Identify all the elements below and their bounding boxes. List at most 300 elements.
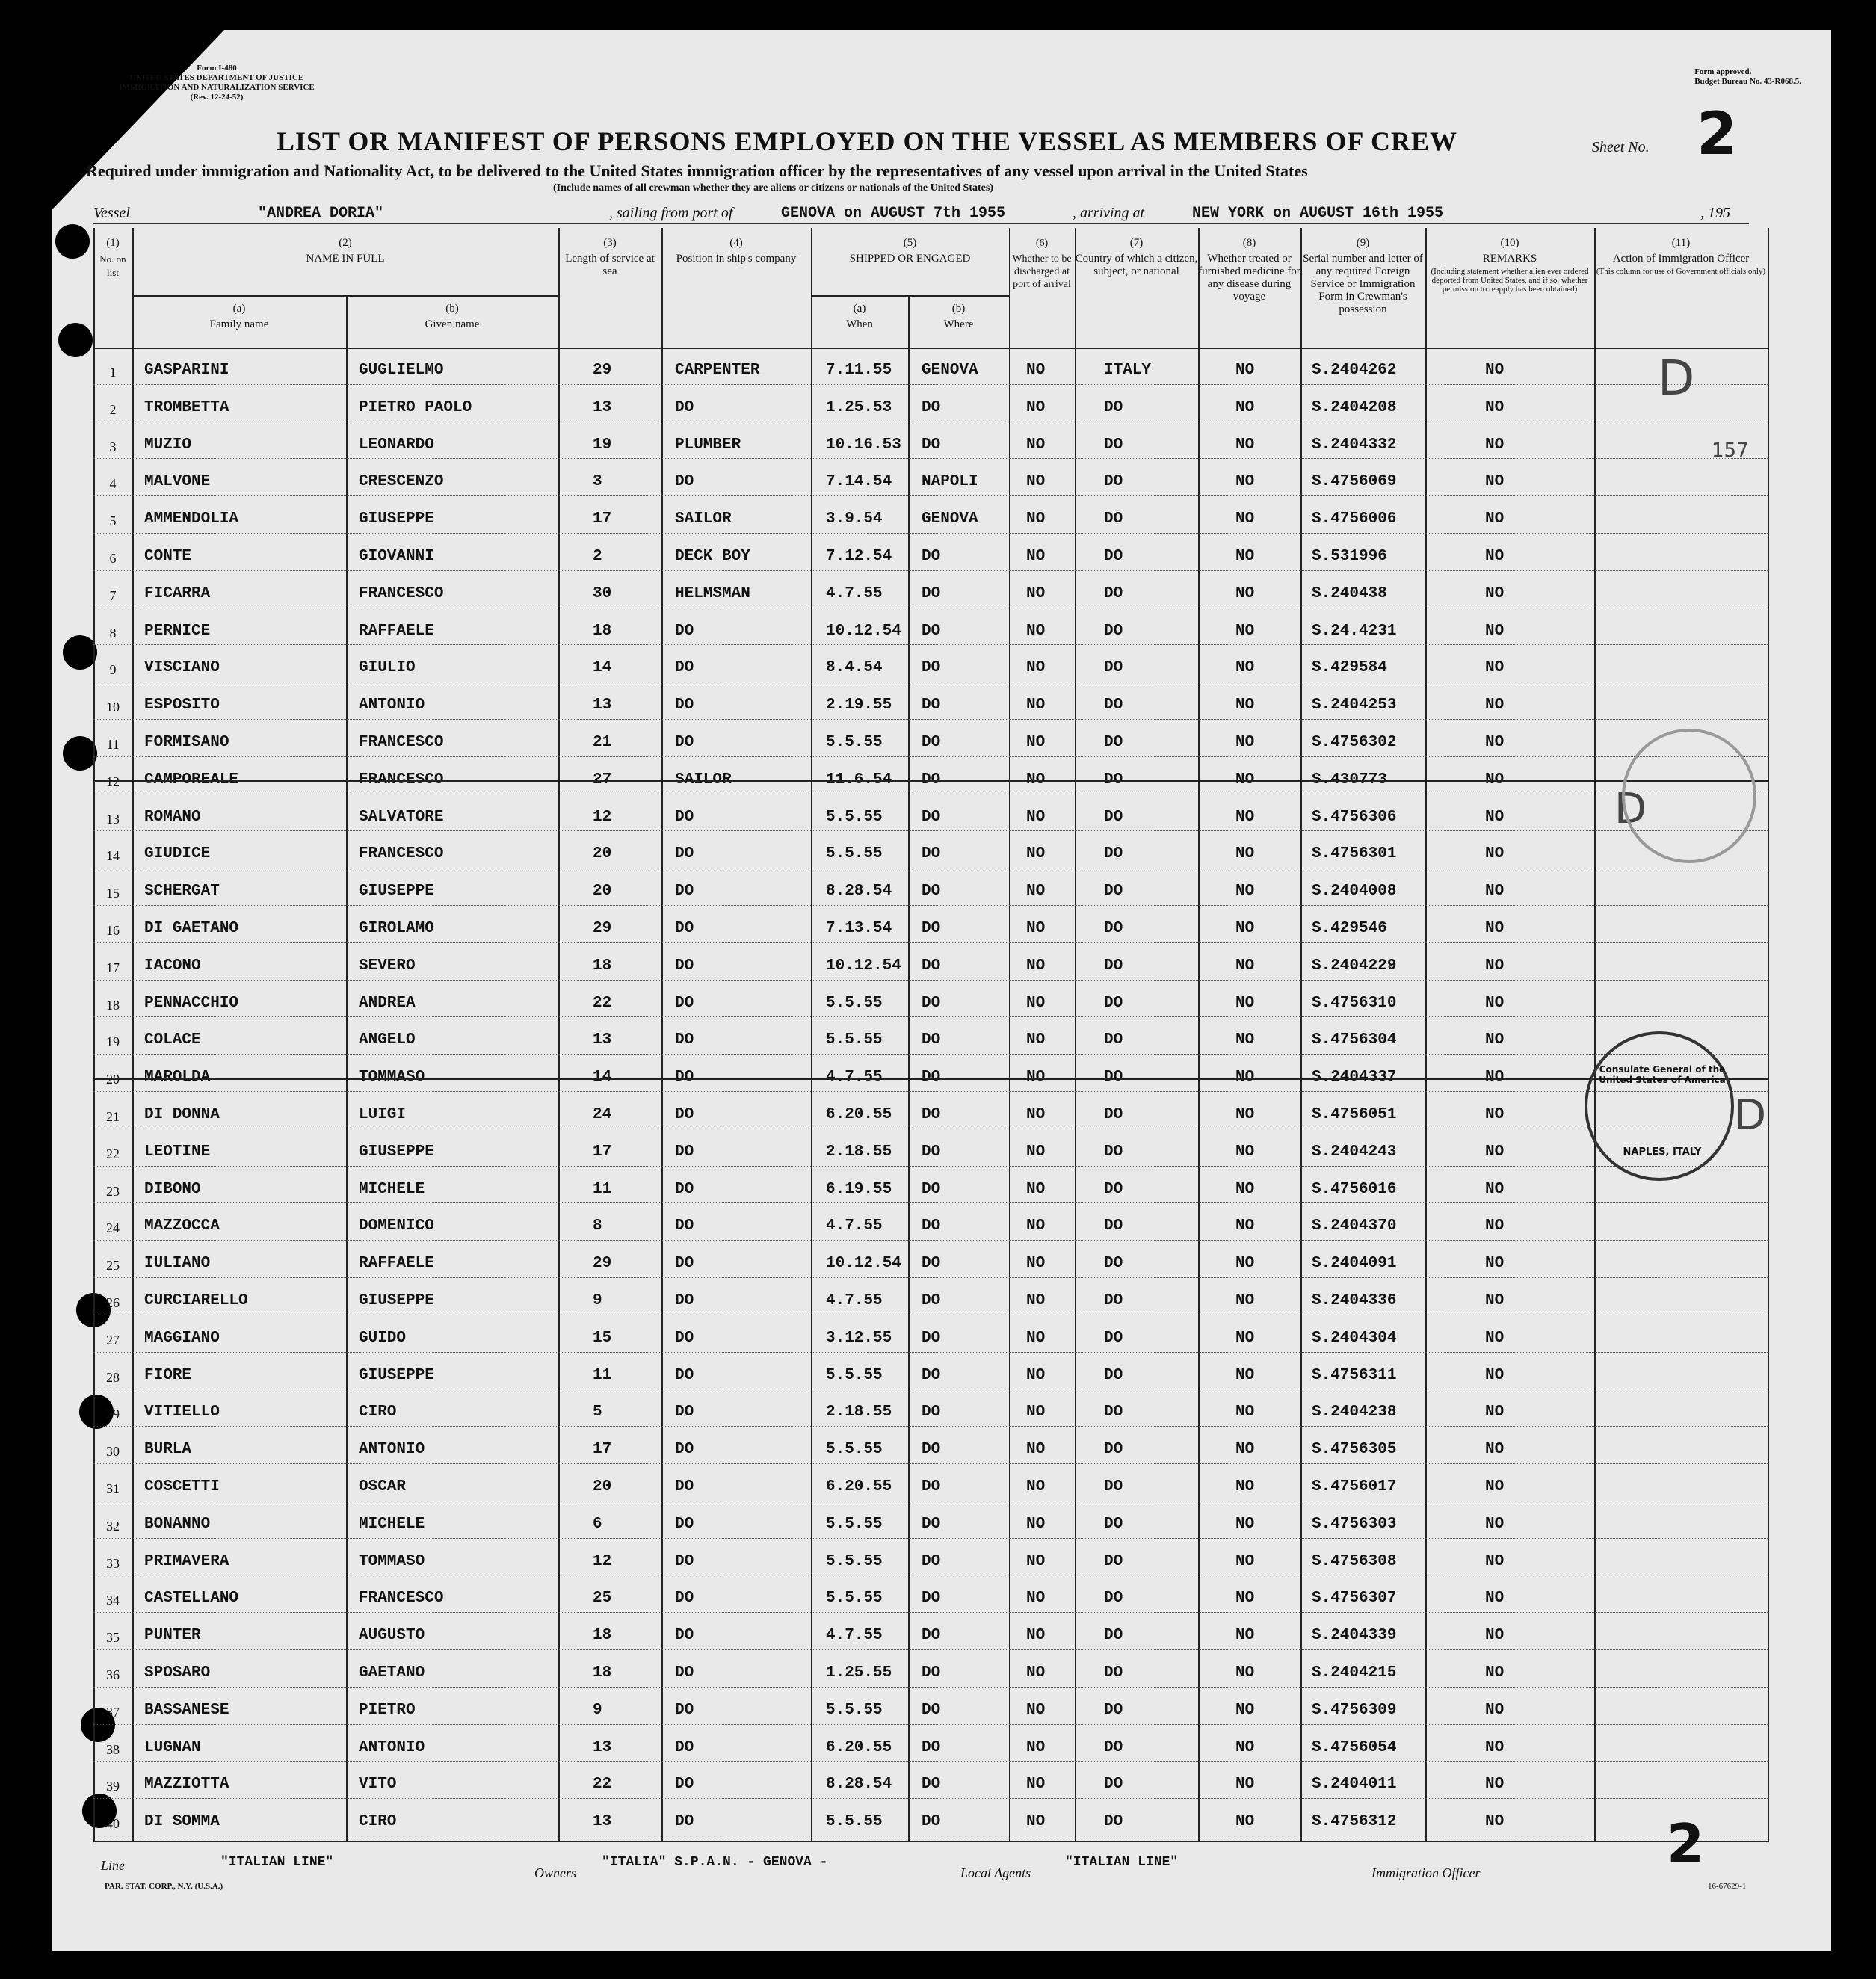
- given-name-cell: CIRO: [359, 1813, 397, 1831]
- shipped-when-cell: 5.5.55: [826, 1031, 883, 1049]
- shipped-where-cell: NAPOLI: [922, 473, 978, 491]
- row-number: 1: [109, 365, 117, 380]
- sailing-from: GENOVA on AUGUST 7th 1955: [781, 205, 1006, 222]
- serial-number-cell: S.4756309: [1312, 1701, 1397, 1719]
- remarks-cell: NO: [1485, 1217, 1505, 1235]
- given-name-cell: LUIGI: [359, 1106, 407, 1123]
- manifest-footer: [93, 1853, 1768, 1883]
- row-number: 21: [106, 1109, 120, 1124]
- row-number: 8: [109, 625, 117, 640]
- line-value: "ITALIAN LINE": [220, 1855, 334, 1870]
- header-immigration-action: (11) Action of Immigration Officer (This column for use of Government officials only): [1594, 237, 1768, 276]
- position-cell: DO: [675, 1478, 694, 1495]
- service-length-cell: 13: [593, 697, 612, 714]
- medicine-cell: NO: [1235, 994, 1255, 1012]
- subtitle: Required under immigration and Nationality Act, to be delivered to the United States immigration officer by the representatives of any vessel upon arrival in the United States: [86, 161, 1308, 180]
- crew-table: [93, 228, 1768, 1842]
- position-cell: HELMSMAN: [675, 584, 750, 602]
- family-name-cell: GASPARINI: [144, 362, 229, 379]
- position-cell: PLUMBER: [675, 436, 741, 454]
- row-number: 13: [106, 811, 120, 827]
- position-cell: DO: [675, 957, 694, 975]
- service-length-cell: 18: [593, 622, 612, 640]
- shipped-where-cell: DO: [922, 1031, 941, 1049]
- given-name-cell: OSCAR: [359, 1478, 407, 1495]
- service-length-cell: 12: [593, 808, 612, 826]
- serial-number-cell: S.2404229: [1312, 957, 1397, 975]
- shipped-when-cell: 5.5.55: [826, 808, 883, 826]
- shipped-when-cell: 5.5.55: [826, 1590, 883, 1608]
- shipped-when-cell: 1.25.53: [826, 398, 892, 416]
- row-divider: [93, 1352, 1768, 1353]
- medicine-cell: NO: [1235, 1404, 1255, 1421]
- given-name-cell: CIRO: [359, 1404, 397, 1421]
- shipped-where-cell: DO: [922, 808, 941, 826]
- country-cell: DO: [1104, 1031, 1123, 1049]
- shipped-when-cell: 2.19.55: [826, 697, 892, 714]
- service-length-cell: 29: [593, 920, 612, 937]
- service-length-cell: 2: [593, 548, 602, 565]
- remarks-cell: NO: [1485, 659, 1505, 677]
- medicine-cell: NO: [1235, 808, 1255, 826]
- row-number: 6: [109, 551, 117, 566]
- discharged-cell: NO: [1026, 845, 1046, 863]
- sailing-label: , sailing from port of: [609, 205, 733, 221]
- shipped-where-cell: GENOVA: [922, 510, 978, 528]
- row-divider: [93, 1687, 1768, 1688]
- column-border: [558, 228, 560, 1842]
- family-name-cell: CURCIARELLO: [144, 1292, 248, 1309]
- row-divider: [93, 1166, 1768, 1167]
- given-name-cell: GAETANO: [359, 1664, 425, 1682]
- column-border: [1768, 228, 1769, 1842]
- serial-number-cell: S.2404332: [1312, 436, 1397, 454]
- row-number: 9: [109, 662, 117, 678]
- discharged-cell: NO: [1026, 1106, 1046, 1123]
- remarks-cell: NO: [1485, 1738, 1505, 1756]
- remarks-cell: NO: [1485, 584, 1505, 602]
- form-number: Form I-480: [197, 64, 237, 72]
- given-name-cell: TOMMASO: [359, 1552, 425, 1570]
- remarks-cell: NO: [1485, 473, 1505, 491]
- discharged-cell: NO: [1026, 697, 1046, 714]
- column-border: [661, 228, 663, 1842]
- discharged-cell: NO: [1026, 957, 1046, 975]
- medicine-cell: NO: [1235, 473, 1255, 491]
- service-length-cell: 13: [593, 398, 612, 416]
- strike-through-line: [93, 1078, 1768, 1080]
- given-name-cell: RAFFAELE: [359, 622, 434, 640]
- family-name-cell: MAZZIOTTA: [144, 1776, 229, 1794]
- medicine-cell: NO: [1235, 883, 1255, 901]
- row-divider: [93, 1463, 1768, 1464]
- given-name-cell: GIUSEPPE: [359, 1292, 434, 1309]
- discharged-cell: NO: [1026, 1255, 1046, 1273]
- family-name-cell: FIORE: [144, 1366, 192, 1384]
- position-cell: DO: [675, 1329, 694, 1347]
- serial-number-cell: S.4756069: [1312, 473, 1397, 491]
- position-cell: DO: [675, 659, 694, 677]
- row-divider: [93, 756, 1768, 757]
- given-name-cell: LEONARDO: [359, 436, 434, 454]
- position-cell: DO: [675, 883, 694, 901]
- discharged-cell: NO: [1026, 1441, 1046, 1459]
- shipped-where-cell: DO: [922, 436, 941, 454]
- shipped-when-cell: 7.14.54: [826, 473, 892, 491]
- header-remarks: (10) REMARKS (Including statement whether alien ever ordered deported from United States, and if so, whether permission to reapply has been obtained): [1425, 237, 1594, 294]
- service-length-cell: 9: [593, 1701, 602, 1719]
- row-number: 16: [106, 923, 120, 938]
- country-cell: DO: [1104, 398, 1123, 416]
- shipped-where-cell: DO: [922, 845, 941, 863]
- service-length-cell: 12: [593, 1552, 612, 1570]
- discharged-cell: NO: [1026, 1738, 1046, 1756]
- position-cell: DO: [675, 808, 694, 826]
- given-name-cell: ANTONIO: [359, 1441, 425, 1459]
- row-divider: [93, 570, 1768, 571]
- medicine-cell: NO: [1235, 1515, 1255, 1533]
- column-border: [1075, 228, 1076, 1842]
- row-divider: [93, 1426, 1768, 1427]
- row-divider: [93, 1724, 1768, 1725]
- shipped-when-cell: 5.5.55: [826, 1366, 883, 1384]
- given-name-cell: GIUSEPPE: [359, 1366, 434, 1384]
- shipped-where-cell: DO: [922, 548, 941, 565]
- row-number: 28: [106, 1369, 120, 1385]
- header-medicine: (8) Whether treated or furnished medicine for any disease during voyage: [1198, 237, 1300, 303]
- serial-number-cell: S.2404011: [1312, 1776, 1397, 1794]
- service-length-cell: 30: [593, 584, 612, 602]
- discharged-cell: NO: [1026, 808, 1046, 826]
- shipped-when-cell: 4.7.55: [826, 584, 883, 602]
- country-cell: DO: [1104, 1664, 1123, 1682]
- row-number: 19: [106, 1034, 120, 1050]
- shipped-where-cell: DO: [922, 1813, 941, 1831]
- country-cell: DO: [1104, 1217, 1123, 1235]
- remarks-cell: NO: [1485, 1664, 1505, 1682]
- shipped-where-cell: DO: [922, 957, 941, 975]
- remarks-cell: NO: [1485, 697, 1505, 714]
- shipped-when-cell: 5.5.55: [826, 1552, 883, 1570]
- shipped-when-cell: 1.25.55: [826, 1664, 892, 1682]
- medicine-cell: NO: [1235, 548, 1255, 565]
- remarks-cell: NO: [1485, 920, 1505, 937]
- serial-number-cell: S.4756054: [1312, 1738, 1397, 1756]
- header-discharged: (6) Whether to be discharged at port of arrival: [1012, 238, 1072, 290]
- service-length-cell: 9: [593, 1292, 602, 1309]
- position-cell: DECK BOY: [675, 548, 750, 565]
- given-name-cell: ANGELO: [359, 1031, 416, 1049]
- serial-number-cell: S.4756051: [1312, 1106, 1397, 1123]
- serial-number-cell: S.2404304: [1312, 1329, 1397, 1347]
- serial-number-cell: S.4756301: [1312, 845, 1397, 863]
- country-cell: DO: [1104, 1701, 1123, 1719]
- row-divider: [93, 1277, 1768, 1278]
- department-name: UNITED STATES DEPARTMENT OF JUSTICE: [129, 73, 304, 82]
- given-name-cell: ANTONIO: [359, 697, 425, 714]
- country-cell: DO: [1104, 659, 1123, 677]
- family-name-cell: MALVONE: [144, 473, 211, 491]
- service-length-cell: 13: [593, 1813, 612, 1831]
- given-name-cell: GIULIO: [359, 659, 416, 677]
- position-cell: DO: [675, 1590, 694, 1608]
- remarks-cell: NO: [1485, 1255, 1505, 1273]
- remarks-cell: NO: [1485, 548, 1505, 565]
- service-length-cell: 22: [593, 994, 612, 1012]
- medicine-cell: NO: [1235, 584, 1255, 602]
- family-name-cell: CONTE: [144, 548, 192, 565]
- country-cell: DO: [1104, 1478, 1123, 1495]
- country-cell: DO: [1104, 920, 1123, 937]
- country-cell: DO: [1104, 1404, 1123, 1421]
- shipped-when-cell: 5.5.55: [826, 845, 883, 863]
- country-cell: DO: [1104, 1329, 1123, 1347]
- column-border: [1300, 228, 1302, 1842]
- serial-number-cell: S.2404253: [1312, 697, 1397, 714]
- budget-bureau: Budget Bureau No. 43-R068.5.: [1694, 77, 1801, 86]
- service-length-cell: 11: [593, 1366, 612, 1384]
- shipped-where-cell: DO: [922, 1404, 941, 1421]
- discharged-cell: NO: [1026, 398, 1046, 416]
- remarks-cell: NO: [1485, 622, 1505, 640]
- shipped-when-cell: 3.9.54: [826, 510, 883, 528]
- country-cell: DO: [1104, 1738, 1123, 1756]
- shipped-where-cell: DO: [922, 1515, 941, 1533]
- country-cell: DO: [1104, 1441, 1123, 1459]
- strike-through-line: [93, 780, 1768, 782]
- shipped-when-cell: 10.12.54: [826, 1255, 901, 1273]
- row-number: 3: [109, 439, 117, 454]
- service-length-cell: 20: [593, 1478, 612, 1495]
- position-cell: DO: [675, 1292, 694, 1309]
- medicine-cell: NO: [1235, 920, 1255, 937]
- remarks-cell: NO: [1485, 362, 1505, 379]
- row-divider: [93, 495, 1768, 496]
- header-no-on-list: (1) No. on list: [99, 237, 126, 278]
- row-divider: [93, 644, 1768, 645]
- country-cell: DO: [1104, 1255, 1123, 1273]
- year-suffix: , 195: [1700, 205, 1730, 221]
- serial-number-cell: S.4756311: [1312, 1366, 1397, 1384]
- remarks-cell: NO: [1485, 1329, 1505, 1347]
- serial-number-cell: S.4756017: [1312, 1478, 1397, 1495]
- shipped-where-cell: DO: [922, 1441, 941, 1459]
- shipped-where-cell: DO: [922, 1701, 941, 1719]
- discharged-cell: NO: [1026, 1366, 1046, 1384]
- country-cell: DO: [1104, 473, 1123, 491]
- agents-label: Local Agents: [960, 1865, 1031, 1880]
- given-name-cell: PIETRO PAOLO: [359, 398, 472, 416]
- row-number: 24: [106, 1220, 120, 1236]
- service-length-cell: 17: [593, 510, 612, 528]
- column-border: [811, 228, 812, 1842]
- header-where: (b) Where: [943, 303, 974, 330]
- shipped-where-cell: DO: [922, 920, 941, 937]
- approval-text: Form approved.: [1694, 67, 1752, 76]
- owners-label: Owners: [534, 1865, 577, 1880]
- country-cell: DO: [1104, 548, 1123, 565]
- discharged-cell: NO: [1026, 1701, 1046, 1719]
- table-bottom-border: [93, 1841, 1768, 1842]
- header-divider: [132, 295, 558, 297]
- serial-number-cell: S.2404238: [1312, 1404, 1397, 1421]
- family-name-cell: SPOSARO: [144, 1664, 211, 1682]
- family-name-cell: BURLA: [144, 1441, 192, 1459]
- officer-handwritten-number: 157: [1712, 439, 1749, 462]
- shipped-where-cell: DO: [922, 1552, 941, 1570]
- service-length-cell: 14: [593, 659, 612, 677]
- position-cell: DO: [675, 1664, 694, 1682]
- service-length-cell: 18: [593, 1664, 612, 1682]
- header-when: (a) When: [846, 303, 873, 330]
- service-name: IMMIGRATION AND NATURALIZATION SERVICE: [119, 83, 315, 92]
- given-name-cell: SALVATORE: [359, 808, 444, 826]
- vessel-name: "ANDREA DORIA": [258, 205, 384, 222]
- discharged-cell: NO: [1026, 734, 1046, 751]
- family-name-cell: LEOTINE: [144, 1143, 211, 1161]
- serial-number-cell: S.429546: [1312, 920, 1387, 937]
- serial-number-cell: S.4756006: [1312, 510, 1397, 528]
- medicine-cell: NO: [1235, 1701, 1255, 1719]
- discharged-cell: NO: [1026, 473, 1046, 491]
- country-cell: DO: [1104, 1180, 1123, 1198]
- header-divider: [811, 295, 1009, 297]
- row-number: 34: [106, 1593, 120, 1608]
- family-name-cell: AMMENDOLIA: [144, 510, 239, 528]
- discharged-cell: NO: [1026, 1813, 1046, 1831]
- medicine-cell: NO: [1235, 436, 1255, 454]
- stamp-city: NAPLES, ITALY: [1623, 1146, 1702, 1158]
- serial-number-cell: S.2404243: [1312, 1143, 1397, 1161]
- punch-hole: [63, 736, 97, 771]
- form-identification: [112, 64, 321, 102]
- serial-number-cell: S.4756307: [1312, 1590, 1397, 1608]
- vessel-line: [93, 202, 1749, 224]
- remarks-cell: NO: [1485, 994, 1505, 1012]
- shipped-where-cell: DO: [922, 994, 941, 1012]
- family-name-cell: MAGGIANO: [144, 1329, 220, 1347]
- shipped-where-cell: DO: [922, 1366, 941, 1384]
- row-divider: [93, 1538, 1768, 1539]
- shipped-when-cell: 4.7.55: [826, 1292, 883, 1309]
- row-number: 27: [106, 1332, 120, 1347]
- serial-number-cell: S.2404336: [1312, 1292, 1397, 1309]
- medicine-cell: NO: [1235, 1255, 1255, 1273]
- stamp-text: Consulate General of the United States of America: [1599, 1064, 1726, 1085]
- discharged-cell: NO: [1026, 1590, 1046, 1608]
- position-cell: DO: [675, 1217, 694, 1235]
- shipped-where-cell: DO: [922, 1180, 941, 1198]
- medicine-cell: NO: [1235, 1552, 1255, 1570]
- line-label: Line: [101, 1858, 126, 1873]
- position-cell: CARPENTER: [675, 362, 760, 379]
- shipped-where-cell: DO: [922, 1478, 941, 1495]
- remarks-cell: NO: [1485, 1701, 1505, 1719]
- header-shipped-engaged: (5) SHIPPED OR ENGAGED: [849, 237, 971, 265]
- column-border: [1594, 228, 1596, 1842]
- serial-number-cell: S.2404215: [1312, 1664, 1397, 1682]
- remarks-note: (Including statement whether alien ever ordered deported from United States, and if so, whether permission to reapply has been obtained): [1431, 267, 1589, 294]
- country-cell: DO: [1104, 697, 1123, 714]
- family-name-cell: PUNTER: [144, 1627, 201, 1645]
- discharged-cell: NO: [1026, 920, 1046, 937]
- shipped-when-cell: 10.12.54: [826, 957, 901, 975]
- shipped-when-cell: 5.5.55: [826, 994, 883, 1012]
- serial-number-cell: S.4756303: [1312, 1515, 1397, 1533]
- position-cell: DO: [675, 697, 694, 714]
- row-number: 37: [106, 1704, 120, 1720]
- owners-value: "ITALIA" S.P.A.N. - GENOVA -: [602, 1855, 828, 1870]
- remarks-cell: NO: [1485, 1552, 1505, 1570]
- discharged-cell: NO: [1026, 584, 1046, 602]
- medicine-cell: NO: [1235, 1813, 1255, 1831]
- discharged-cell: NO: [1026, 1627, 1046, 1645]
- consulate-stamp-faint: [1622, 729, 1756, 863]
- row-number: 30: [106, 1444, 120, 1460]
- country-cell: DO: [1104, 734, 1123, 751]
- officer-label: Immigration Officer: [1371, 1865, 1481, 1880]
- agents-value: "ITALIAN LINE": [1065, 1855, 1179, 1870]
- service-length-cell: 6: [593, 1515, 602, 1533]
- row-number: 17: [106, 960, 120, 975]
- family-name-cell: ESPOSITO: [144, 697, 220, 714]
- family-name-cell: SCHERGAT: [144, 883, 220, 901]
- vessel-label: Vessel: [93, 205, 130, 221]
- given-name-cell: VITO: [359, 1776, 397, 1794]
- remarks-cell: NO: [1485, 883, 1505, 901]
- given-name-cell: MICHELE: [359, 1515, 425, 1533]
- country-cell: DO: [1104, 1292, 1123, 1309]
- given-name-cell: GUIDO: [359, 1329, 407, 1347]
- row-divider: [93, 980, 1768, 981]
- service-length-cell: 11: [593, 1180, 612, 1198]
- discharged-cell: NO: [1026, 1664, 1046, 1682]
- header-position: (4) Position in ship's company: [676, 237, 797, 265]
- service-length-cell: 22: [593, 1776, 612, 1794]
- shipped-when-cell: 3.12.55: [826, 1329, 892, 1347]
- remarks-cell: NO: [1485, 1776, 1505, 1794]
- position-cell: DO: [675, 1441, 694, 1459]
- service-length-cell: 29: [593, 1255, 612, 1273]
- given-name-cell: PIETRO: [359, 1701, 416, 1719]
- revision-date: (Rev. 12-24-52): [190, 93, 244, 102]
- country-cell: DO: [1104, 808, 1123, 826]
- family-name-cell: IACONO: [144, 957, 201, 975]
- remarks-cell: NO: [1485, 1404, 1505, 1421]
- remarks-cell: NO: [1485, 1590, 1505, 1608]
- row-number: 5: [109, 513, 117, 529]
- discharged-cell: NO: [1026, 994, 1046, 1012]
- medicine-cell: NO: [1235, 1180, 1255, 1198]
- family-name-cell: TROMBETTA: [144, 398, 229, 416]
- shipped-where-cell: DO: [922, 1217, 941, 1235]
- remarks-cell: NO: [1485, 1143, 1505, 1161]
- family-name-cell: ROMANO: [144, 808, 201, 826]
- shipped-where-cell: DO: [922, 883, 941, 901]
- punch-hole: [58, 323, 93, 357]
- country-cell: DO: [1104, 845, 1123, 863]
- serial-number-cell: S.2404091: [1312, 1255, 1397, 1273]
- remarks-cell: NO: [1485, 1515, 1505, 1533]
- discharged-cell: NO: [1026, 622, 1046, 640]
- shipped-when-cell: 7.13.54: [826, 920, 892, 937]
- serial-number-cell: S.4756306: [1312, 808, 1397, 826]
- serial-number-cell: S.2404008: [1312, 883, 1397, 901]
- row-number: 33: [106, 1555, 120, 1571]
- remarks-cell: NO: [1485, 1292, 1505, 1309]
- header-family-name: (a) Family name: [209, 303, 269, 330]
- family-name-cell: COSCETTI: [144, 1478, 220, 1495]
